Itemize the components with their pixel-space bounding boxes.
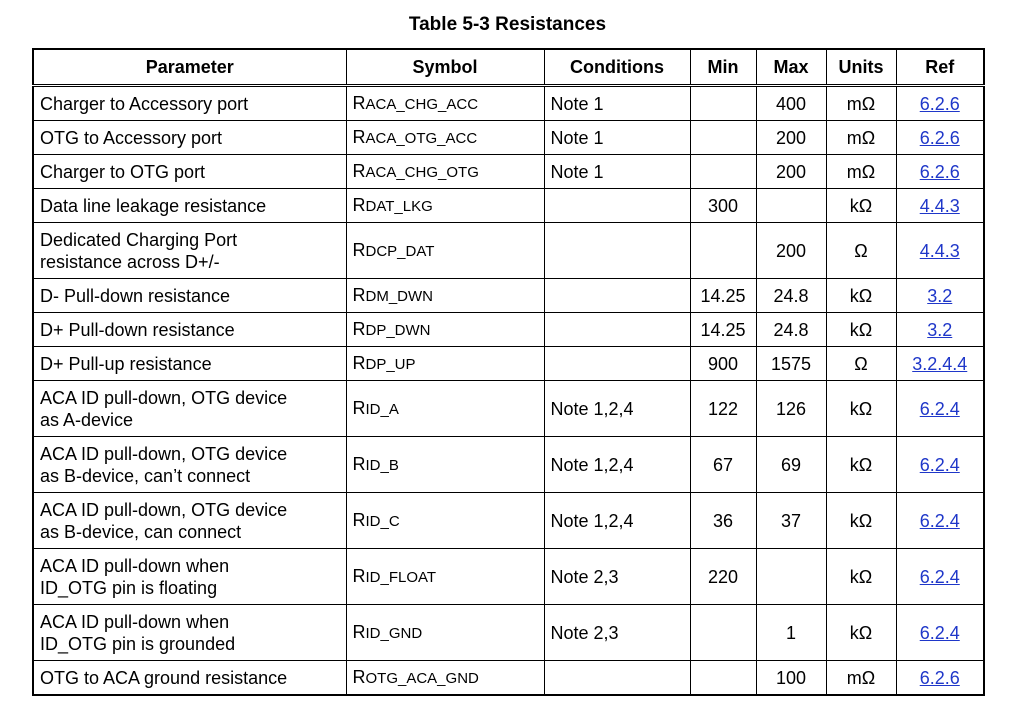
ref-cell (896, 189, 984, 223)
table-row (33, 437, 984, 493)
conditions-cell: Note 1,2,4 (544, 437, 690, 493)
parameter-cell: Data line leakage resistance (33, 189, 346, 223)
units-cell: kΩ (826, 549, 896, 605)
symbol-main: R (352, 352, 366, 373)
resistances-table (32, 48, 985, 696)
ref-cell (896, 493, 984, 549)
parameter-line: ACA ID pull-down, OTG device (40, 499, 288, 520)
symbol-cell (346, 313, 544, 347)
parameter-cell: D- Pull-down resistance (33, 279, 346, 313)
max-cell: 1575 (756, 347, 826, 381)
symbol-subscript: ID_C (365, 512, 400, 530)
symbol-main: R (352, 318, 366, 339)
symbol-cell (346, 86, 544, 121)
symbol-subscript: ID_A (365, 400, 399, 418)
parameter-line: Dedicated Charging Port (40, 229, 238, 250)
conditions-cell (544, 189, 690, 223)
units-cell: kΩ (826, 437, 896, 493)
symbol-cell (346, 605, 544, 661)
conditions-cell (544, 347, 690, 381)
symbol-subscript: DM_DWN (365, 287, 433, 305)
conditions-cell (544, 661, 690, 696)
max-cell: 200 (756, 121, 826, 155)
min-cell: 14.25 (690, 313, 756, 347)
parameter-line: ID_OTG pin is floating (40, 577, 218, 598)
parameter-cell: D+ Pull-down resistance (33, 313, 346, 347)
min-cell (690, 661, 756, 696)
conditions-cell (544, 313, 690, 347)
symbol-cell (346, 279, 544, 313)
units-cell: kΩ (826, 605, 896, 661)
symbol-main: R (352, 284, 366, 305)
table-row (33, 549, 984, 605)
min-cell: 36 (690, 493, 756, 549)
symbol-main: R (352, 194, 366, 215)
ref-cell (896, 381, 984, 437)
units-cell: mΩ (826, 121, 896, 155)
ref-link[interactable]: 6.2.6 (919, 127, 960, 148)
conditions-cell (544, 279, 690, 313)
table-row (33, 605, 984, 661)
units-cell: kΩ (826, 189, 896, 223)
parameter-line: ACA ID pull-down when (40, 555, 230, 576)
symbol-cell (346, 493, 544, 549)
ref-link[interactable]: 4.4.3 (919, 195, 960, 216)
max-cell: 37 (756, 493, 826, 549)
max-cell: 24.8 (756, 313, 826, 347)
table-row (33, 347, 984, 381)
parameter-cell (33, 223, 346, 279)
ref-cell (896, 279, 984, 313)
parameter-cell (33, 437, 346, 493)
min-cell (690, 155, 756, 189)
ref-link[interactable]: 6.2.6 (919, 667, 960, 688)
conditions-cell: Note 1 (544, 86, 690, 121)
conditions-cell: Note 2,3 (544, 549, 690, 605)
header-ref: Ref (896, 49, 984, 86)
parameter-line: ID_OTG pin is grounded (40, 633, 236, 654)
header-symbol: Symbol (346, 49, 544, 86)
ref-link[interactable]: 6.2.4 (919, 454, 960, 475)
ref-link[interactable]: 3.2 (927, 285, 953, 306)
symbol-cell (346, 661, 544, 696)
min-cell (690, 121, 756, 155)
symbol-cell (346, 155, 544, 189)
min-cell (690, 86, 756, 121)
ref-link[interactable]: 3.2 (927, 319, 953, 340)
symbol-main: R (352, 453, 366, 474)
max-cell: 400 (756, 86, 826, 121)
symbol-subscript: ID_FLOAT (365, 568, 437, 586)
ref-cell (896, 437, 984, 493)
units-cell: mΩ (826, 661, 896, 696)
parameter-line: ACA ID pull-down when (40, 611, 230, 632)
max-cell: 200 (756, 223, 826, 279)
min-cell: 900 (690, 347, 756, 381)
symbol-subscript: ACA_CHG_OTG (365, 163, 479, 181)
symbol-subscript: DAT_LKG (365, 197, 433, 215)
ref-cell (896, 605, 984, 661)
header-conditions: Conditions (544, 49, 690, 86)
table-row (33, 381, 984, 437)
header-parameter: Parameter (33, 49, 346, 86)
symbol-subscript: DP_DWN (365, 321, 431, 339)
ref-link[interactable]: 3.2.4.4 (912, 353, 968, 374)
max-cell: 24.8 (756, 279, 826, 313)
min-cell: 122 (690, 381, 756, 437)
min-cell (690, 223, 756, 279)
units-cell: Ω (826, 347, 896, 381)
ref-cell (896, 155, 984, 189)
ref-cell (896, 347, 984, 381)
parameter-cell: OTG to Accessory port (33, 121, 346, 155)
min-cell: 220 (690, 549, 756, 605)
conditions-cell: Note 2,3 (544, 605, 690, 661)
ref-cell (896, 313, 984, 347)
min-cell: 67 (690, 437, 756, 493)
ref-link[interactable]: 6.2.4 (919, 510, 960, 531)
symbol-main: R (352, 666, 366, 687)
parameter-cell: Charger to OTG port (33, 155, 346, 189)
ref-cell (896, 121, 984, 155)
min-cell (690, 605, 756, 661)
ref-cell (896, 86, 984, 121)
units-cell: mΩ (826, 155, 896, 189)
table-row (33, 313, 984, 347)
ref-link[interactable]: 6.2.4 (919, 566, 960, 587)
symbol-subscript: ACA_CHG_ACC (365, 95, 479, 113)
symbol-main: R (352, 565, 366, 586)
conditions-cell: Note 1,2,4 (544, 493, 690, 549)
table-row (33, 493, 984, 549)
ref-cell (896, 223, 984, 279)
parameter-cell: Charger to Accessory port (33, 86, 346, 121)
parameter-cell (33, 605, 346, 661)
units-cell: kΩ (826, 381, 896, 437)
table-row (33, 223, 984, 279)
table-row (33, 86, 984, 121)
units-cell: kΩ (826, 279, 896, 313)
symbol-main: R (352, 509, 366, 530)
symbol-subscript: ID_GND (365, 624, 423, 642)
ref-link[interactable]: 4.4.3 (919, 240, 960, 261)
ref-link[interactable]: 6.2.6 (919, 93, 960, 114)
table-row (33, 121, 984, 155)
conditions-cell (544, 223, 690, 279)
table-row (33, 661, 984, 696)
units-cell: Ω (826, 223, 896, 279)
max-cell: 200 (756, 155, 826, 189)
symbol-main: R (352, 92, 366, 113)
ref-link[interactable]: 6.2.4 (919, 398, 960, 419)
max-cell: 126 (756, 381, 826, 437)
parameter-cell (33, 549, 346, 605)
parameter-cell: D+ Pull-up resistance (33, 347, 346, 381)
parameter-line: ACA ID pull-down, OTG device (40, 387, 288, 408)
ref-cell (896, 661, 984, 696)
parameter-line: as A-device (40, 409, 134, 430)
ref-link[interactable]: 6.2.4 (919, 622, 960, 643)
max-cell (756, 189, 826, 223)
symbol-cell (346, 121, 544, 155)
table-row (33, 189, 984, 223)
table-row (33, 279, 984, 313)
symbol-main: R (352, 126, 366, 147)
header-row (33, 49, 984, 86)
symbol-subscript: ACA_OTG_ACC (365, 129, 478, 147)
symbol-cell (346, 381, 544, 437)
parameter-line: resistance across D+/- (40, 251, 220, 272)
conditions-cell: Note 1 (544, 121, 690, 155)
parameter-cell (33, 381, 346, 437)
symbol-subscript: ID_B (365, 456, 399, 474)
symbol-cell (346, 347, 544, 381)
ref-cell (896, 549, 984, 605)
symbol-subscript: OTG_ACA_GND (365, 669, 479, 687)
units-cell: kΩ (826, 493, 896, 549)
parameter-line: ACA ID pull-down, OTG device (40, 443, 288, 464)
parameter-cell (33, 493, 346, 549)
conditions-cell: Note 1 (544, 155, 690, 189)
max-cell (756, 549, 826, 605)
table-row (33, 155, 984, 189)
symbol-cell (346, 549, 544, 605)
symbol-subscript: DCP_DAT (365, 242, 435, 260)
symbol-main: R (352, 397, 366, 418)
min-cell: 14.25 (690, 279, 756, 313)
symbol-main: R (352, 621, 366, 642)
conditions-cell: Note 1,2,4 (544, 381, 690, 437)
max-cell: 1 (756, 605, 826, 661)
table-caption: Table 5-3 Resistances (408, 14, 607, 35)
symbol-subscript: DP_UP (365, 355, 416, 373)
symbol-cell (346, 223, 544, 279)
parameter-line: as B-device, can connect (40, 521, 242, 542)
header-min: Min (690, 49, 756, 86)
symbol-cell (346, 437, 544, 493)
units-cell: kΩ (826, 313, 896, 347)
parameter-cell: OTG to ACA ground resistance (33, 661, 346, 696)
symbol-cell (346, 189, 544, 223)
max-cell: 69 (756, 437, 826, 493)
header-max: Max (756, 49, 826, 86)
units-cell: mΩ (826, 86, 896, 121)
symbol-main: R (352, 239, 366, 260)
ref-link[interactable]: 6.2.6 (919, 161, 960, 182)
min-cell: 300 (690, 189, 756, 223)
symbol-main: R (352, 160, 366, 181)
max-cell: 100 (756, 661, 826, 696)
parameter-line: as B-device, can’t connect (40, 465, 251, 486)
header-units: Units (826, 49, 896, 86)
